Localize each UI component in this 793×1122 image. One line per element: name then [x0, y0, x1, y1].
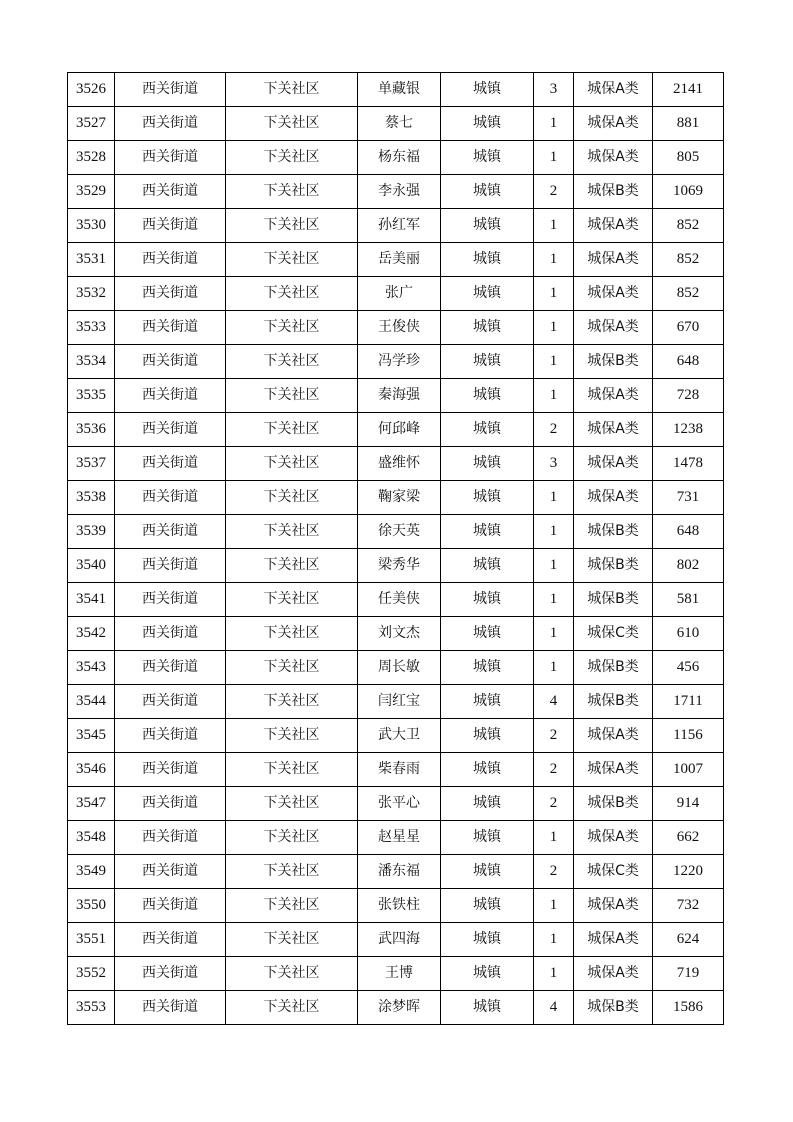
- cell-community: 下关社区: [226, 685, 358, 719]
- cell-community: 下关社区: [226, 379, 358, 413]
- cell-id: 3551: [68, 923, 115, 957]
- table-row: [68, 107, 724, 141]
- cell-id: 3535: [68, 379, 115, 413]
- cell-members: 1: [534, 379, 574, 413]
- table-row: [68, 991, 724, 1025]
- cell-members: 1: [534, 957, 574, 991]
- cell-category: 城保C类: [574, 617, 653, 651]
- cell-members: 1: [534, 651, 574, 685]
- cell-type: 城镇: [441, 549, 534, 583]
- cell-type: 城镇: [441, 855, 534, 889]
- cell-amount: 581: [653, 583, 724, 617]
- cell-members: 2: [534, 753, 574, 787]
- cell-community: 下关社区: [226, 413, 358, 447]
- cell-amount: 731: [653, 481, 724, 515]
- cell-members: 2: [534, 175, 574, 209]
- cell-category: 城保B类: [574, 651, 653, 685]
- cell-id: 3529: [68, 175, 115, 209]
- cell-name: 周长敏: [358, 651, 441, 685]
- table-row: [68, 481, 724, 515]
- table-row: [68, 345, 724, 379]
- cell-amount: 719: [653, 957, 724, 991]
- cell-community: 下关社区: [226, 821, 358, 855]
- cell-type: 城镇: [441, 821, 534, 855]
- cell-community: 下关社区: [226, 209, 358, 243]
- cell-members: 1: [534, 481, 574, 515]
- cell-type: 城镇: [441, 107, 534, 141]
- cell-community: 下关社区: [226, 549, 358, 583]
- cell-name: 武四海: [358, 923, 441, 957]
- cell-street: 西关街道: [115, 481, 226, 515]
- cell-name: 潘东福: [358, 855, 441, 889]
- cell-category: 城保B类: [574, 345, 653, 379]
- cell-members: 4: [534, 991, 574, 1025]
- cell-amount: 670: [653, 311, 724, 345]
- cell-category: 城保B类: [574, 991, 653, 1025]
- cell-name: 任美侠: [358, 583, 441, 617]
- cell-members: 3: [534, 73, 574, 107]
- table-row: [68, 447, 724, 481]
- cell-street: 西关街道: [115, 447, 226, 481]
- cell-members: 1: [534, 515, 574, 549]
- cell-name: 张平心: [358, 787, 441, 821]
- cell-community: 下关社区: [226, 957, 358, 991]
- table-row: [68, 311, 724, 345]
- cell-amount: 662: [653, 821, 724, 855]
- cell-amount: 456: [653, 651, 724, 685]
- table-row: [68, 209, 724, 243]
- table-row: [68, 413, 724, 447]
- cell-name: 赵星星: [358, 821, 441, 855]
- table-row: [68, 175, 724, 209]
- cell-community: 下关社区: [226, 311, 358, 345]
- table-row: [68, 651, 724, 685]
- cell-community: 下关社区: [226, 175, 358, 209]
- cell-id: 3527: [68, 107, 115, 141]
- cell-category: 城保A类: [574, 107, 653, 141]
- cell-members: 2: [534, 787, 574, 821]
- cell-type: 城镇: [441, 889, 534, 923]
- cell-type: 城镇: [441, 277, 534, 311]
- cell-street: 西关街道: [115, 617, 226, 651]
- cell-members: 1: [534, 311, 574, 345]
- cell-type: 城镇: [441, 175, 534, 209]
- cell-community: 下关社区: [226, 277, 358, 311]
- cell-name: 李永强: [358, 175, 441, 209]
- cell-id: 3526: [68, 73, 115, 107]
- cell-members: 1: [534, 889, 574, 923]
- table-row: [68, 515, 724, 549]
- cell-category: 城保B类: [574, 175, 653, 209]
- cell-members: 1: [534, 821, 574, 855]
- cell-id: 3547: [68, 787, 115, 821]
- cell-community: 下关社区: [226, 617, 358, 651]
- cell-type: 城镇: [441, 345, 534, 379]
- cell-street: 西关街道: [115, 583, 226, 617]
- cell-type: 城镇: [441, 685, 534, 719]
- cell-category: 城保A类: [574, 889, 653, 923]
- cell-id: 3549: [68, 855, 115, 889]
- cell-type: 城镇: [441, 515, 534, 549]
- cell-id: 3533: [68, 311, 115, 345]
- cell-street: 西关街道: [115, 889, 226, 923]
- cell-id: 3550: [68, 889, 115, 923]
- cell-amount: 648: [653, 345, 724, 379]
- cell-name: 闫红宝: [358, 685, 441, 719]
- cell-id: 3546: [68, 753, 115, 787]
- cell-id: 3540: [68, 549, 115, 583]
- cell-category: 城保A类: [574, 209, 653, 243]
- cell-type: 城镇: [441, 481, 534, 515]
- cell-name: 刘文杰: [358, 617, 441, 651]
- cell-community: 下关社区: [226, 447, 358, 481]
- cell-name: 武大卫: [358, 719, 441, 753]
- cell-type: 城镇: [441, 243, 534, 277]
- cell-name: 杨东福: [358, 141, 441, 175]
- cell-id: 3541: [68, 583, 115, 617]
- cell-members: 1: [534, 209, 574, 243]
- cell-members: 2: [534, 413, 574, 447]
- cell-street: 西关街道: [115, 957, 226, 991]
- cell-category: 城保A类: [574, 277, 653, 311]
- cell-category: 城保B类: [574, 685, 653, 719]
- cell-amount: 728: [653, 379, 724, 413]
- cell-id: 3545: [68, 719, 115, 753]
- cell-street: 西关街道: [115, 549, 226, 583]
- cell-amount: 881: [653, 107, 724, 141]
- cell-members: 1: [534, 277, 574, 311]
- cell-category: 城保A类: [574, 821, 653, 855]
- table-row: [68, 277, 724, 311]
- cell-street: 西关街道: [115, 107, 226, 141]
- cell-category: 城保B类: [574, 549, 653, 583]
- cell-members: 1: [534, 107, 574, 141]
- table-row: [68, 821, 724, 855]
- cell-id: 3528: [68, 141, 115, 175]
- cell-members: 2: [534, 719, 574, 753]
- table-row: [68, 549, 724, 583]
- cell-amount: 648: [653, 515, 724, 549]
- cell-community: 下关社区: [226, 141, 358, 175]
- cell-id: 3534: [68, 345, 115, 379]
- cell-community: 下关社区: [226, 583, 358, 617]
- cell-members: 3: [534, 447, 574, 481]
- cell-category: 城保B类: [574, 515, 653, 549]
- cell-name: 鞠家梁: [358, 481, 441, 515]
- cell-category: 城保A类: [574, 923, 653, 957]
- cell-id: 3542: [68, 617, 115, 651]
- cell-amount: 1711: [653, 685, 724, 719]
- table-row: [68, 379, 724, 413]
- cell-community: 下关社区: [226, 243, 358, 277]
- cell-id: 3532: [68, 277, 115, 311]
- cell-street: 西关街道: [115, 175, 226, 209]
- cell-id: 3539: [68, 515, 115, 549]
- cell-type: 城镇: [441, 73, 534, 107]
- cell-amount: 852: [653, 209, 724, 243]
- cell-name: 单藏银: [358, 73, 441, 107]
- cell-name: 王俊侠: [358, 311, 441, 345]
- cell-category: 城保A类: [574, 141, 653, 175]
- cell-street: 西关街道: [115, 855, 226, 889]
- cell-street: 西关街道: [115, 515, 226, 549]
- cell-street: 西关街道: [115, 685, 226, 719]
- cell-street: 西关街道: [115, 991, 226, 1025]
- table-row: [68, 957, 724, 991]
- cell-community: 下关社区: [226, 651, 358, 685]
- cell-amount: 1156: [653, 719, 724, 753]
- cell-type: 城镇: [441, 957, 534, 991]
- cell-type: 城镇: [441, 753, 534, 787]
- cell-amount: 1586: [653, 991, 724, 1025]
- cell-street: 西关街道: [115, 345, 226, 379]
- cell-amount: 1238: [653, 413, 724, 447]
- cell-amount: 2141: [653, 73, 724, 107]
- table-row: [68, 787, 724, 821]
- cell-community: 下关社区: [226, 991, 358, 1025]
- cell-street: 西关街道: [115, 923, 226, 957]
- cell-amount: 852: [653, 277, 724, 311]
- table-row: [68, 685, 724, 719]
- table-row: [68, 855, 724, 889]
- cell-members: 1: [534, 243, 574, 277]
- cell-amount: 1220: [653, 855, 724, 889]
- cell-amount: 805: [653, 141, 724, 175]
- cell-name: 徐天英: [358, 515, 441, 549]
- cell-type: 城镇: [441, 719, 534, 753]
- cell-type: 城镇: [441, 991, 534, 1025]
- cell-community: 下关社区: [226, 73, 358, 107]
- table-row: [68, 243, 724, 277]
- cell-street: 西关街道: [115, 651, 226, 685]
- cell-street: 西关街道: [115, 413, 226, 447]
- cell-name: 蔡七: [358, 107, 441, 141]
- cell-amount: 1007: [653, 753, 724, 787]
- cell-type: 城镇: [441, 413, 534, 447]
- table-row: [68, 73, 724, 107]
- cell-street: 西关街道: [115, 73, 226, 107]
- cell-id: 3536: [68, 413, 115, 447]
- cell-name: 秦海强: [358, 379, 441, 413]
- cell-type: 城镇: [441, 617, 534, 651]
- cell-name: 王博: [358, 957, 441, 991]
- cell-name: 岳美丽: [358, 243, 441, 277]
- cell-community: 下关社区: [226, 855, 358, 889]
- cell-community: 下关社区: [226, 345, 358, 379]
- table-row: [68, 753, 724, 787]
- cell-name: 何邱峰: [358, 413, 441, 447]
- cell-category: 城保A类: [574, 379, 653, 413]
- cell-amount: 1069: [653, 175, 724, 209]
- cell-community: 下关社区: [226, 515, 358, 549]
- cell-members: 4: [534, 685, 574, 719]
- cell-category: 城保A类: [574, 481, 653, 515]
- cell-type: 城镇: [441, 923, 534, 957]
- cell-name: 柴春雨: [358, 753, 441, 787]
- cell-category: 城保A类: [574, 719, 653, 753]
- cell-type: 城镇: [441, 379, 534, 413]
- cell-community: 下关社区: [226, 481, 358, 515]
- cell-name: 涂梦晖: [358, 991, 441, 1025]
- cell-id: 3543: [68, 651, 115, 685]
- cell-type: 城镇: [441, 447, 534, 481]
- cell-type: 城镇: [441, 209, 534, 243]
- cell-amount: 610: [653, 617, 724, 651]
- cell-members: 1: [534, 345, 574, 379]
- cell-id: 3544: [68, 685, 115, 719]
- cell-category: 城保B类: [574, 583, 653, 617]
- table-row: [68, 719, 724, 753]
- table-row: [68, 141, 724, 175]
- cell-members: 1: [534, 923, 574, 957]
- cell-type: 城镇: [441, 787, 534, 821]
- cell-id: 3530: [68, 209, 115, 243]
- cell-community: 下关社区: [226, 787, 358, 821]
- cell-type: 城镇: [441, 583, 534, 617]
- cell-members: 1: [534, 141, 574, 175]
- cell-category: 城保A类: [574, 413, 653, 447]
- cell-street: 西关街道: [115, 243, 226, 277]
- cell-street: 西关街道: [115, 209, 226, 243]
- cell-members: 1: [534, 583, 574, 617]
- table-row: [68, 617, 724, 651]
- cell-amount: 802: [653, 549, 724, 583]
- cell-type: 城镇: [441, 311, 534, 345]
- roster-body: [68, 73, 724, 1025]
- cell-id: 3548: [68, 821, 115, 855]
- cell-street: 西关街道: [115, 311, 226, 345]
- cell-type: 城镇: [441, 651, 534, 685]
- cell-category: 城保A类: [574, 753, 653, 787]
- cell-id: 3553: [68, 991, 115, 1025]
- cell-street: 西关街道: [115, 141, 226, 175]
- cell-type: 城镇: [441, 141, 534, 175]
- cell-street: 西关街道: [115, 719, 226, 753]
- cell-category: 城保A类: [574, 311, 653, 345]
- cell-community: 下关社区: [226, 923, 358, 957]
- cell-name: 孙红军: [358, 209, 441, 243]
- cell-amount: 914: [653, 787, 724, 821]
- cell-street: 西关街道: [115, 753, 226, 787]
- table-row: [68, 889, 724, 923]
- cell-category: 城保A类: [574, 243, 653, 277]
- cell-street: 西关街道: [115, 379, 226, 413]
- cell-amount: 624: [653, 923, 724, 957]
- cell-street: 西关街道: [115, 787, 226, 821]
- cell-category: 城保B类: [574, 787, 653, 821]
- cell-name: 张铁柱: [358, 889, 441, 923]
- cell-community: 下关社区: [226, 753, 358, 787]
- cell-name: 冯学珍: [358, 345, 441, 379]
- cell-id: 3552: [68, 957, 115, 991]
- table-row: [68, 583, 724, 617]
- cell-amount: 732: [653, 889, 724, 923]
- cell-community: 下关社区: [226, 889, 358, 923]
- roster-table: [67, 72, 724, 1025]
- cell-category: 城保C类: [574, 855, 653, 889]
- cell-name: 张广: [358, 277, 441, 311]
- cell-id: 3531: [68, 243, 115, 277]
- cell-name: 梁秀华: [358, 549, 441, 583]
- cell-amount: 852: [653, 243, 724, 277]
- table-row: [68, 923, 724, 957]
- cell-members: 1: [534, 549, 574, 583]
- cell-community: 下关社区: [226, 719, 358, 753]
- cell-id: 3538: [68, 481, 115, 515]
- cell-members: 1: [534, 617, 574, 651]
- cell-id: 3537: [68, 447, 115, 481]
- cell-community: 下关社区: [226, 107, 358, 141]
- cell-street: 西关街道: [115, 821, 226, 855]
- cell-street: 西关街道: [115, 277, 226, 311]
- cell-category: 城保A类: [574, 73, 653, 107]
- cell-category: 城保A类: [574, 447, 653, 481]
- cell-name: 盛维怀: [358, 447, 441, 481]
- cell-category: 城保A类: [574, 957, 653, 991]
- cell-members: 2: [534, 855, 574, 889]
- cell-amount: 1478: [653, 447, 724, 481]
